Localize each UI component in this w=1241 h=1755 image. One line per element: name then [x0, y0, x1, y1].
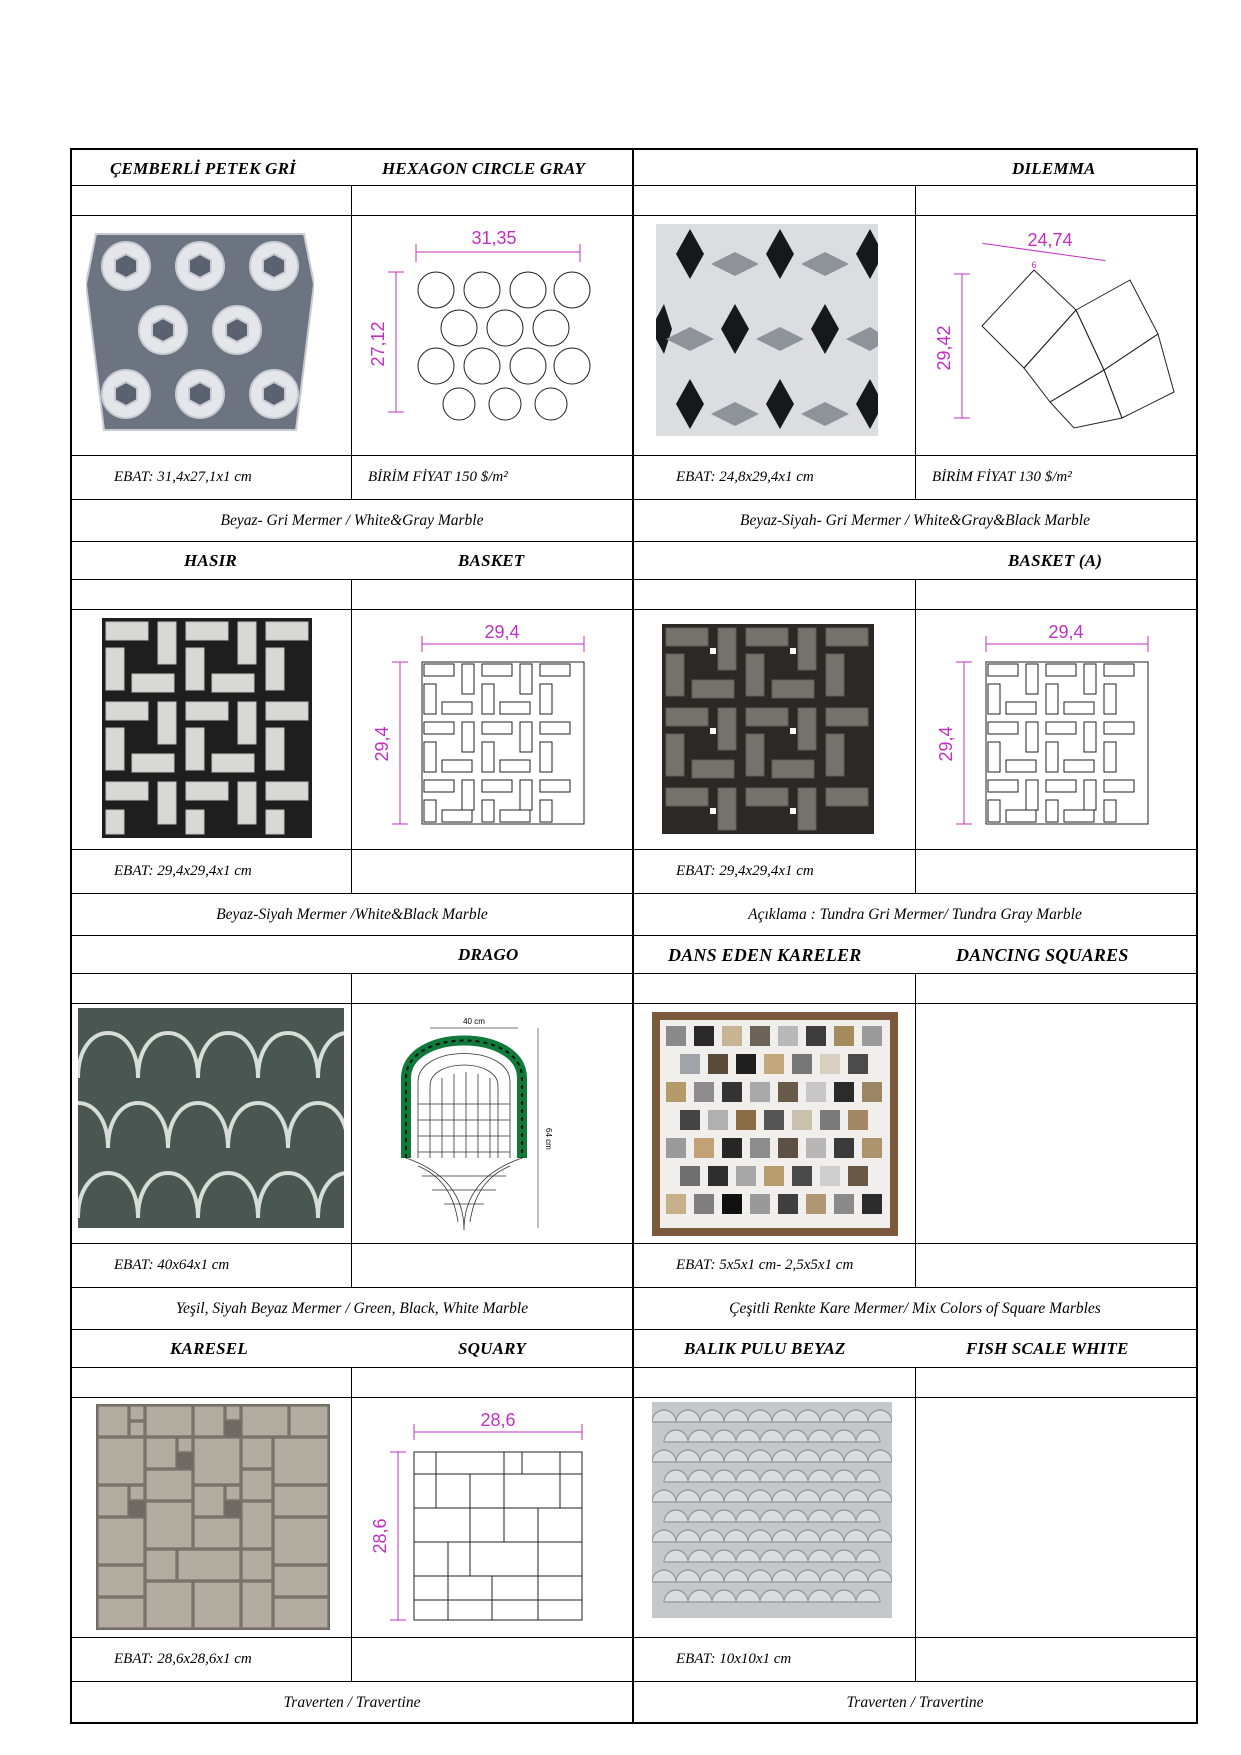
product-title-tr: DANS EDEN KARELER: [668, 945, 862, 965]
dim-width: 29,4: [484, 622, 520, 642]
unit-price-label: BİRİM FİYAT 130 $/m²: [932, 469, 1072, 485]
price-cell: [352, 1638, 634, 1682]
material-description: Traverten / Travertine: [846, 1694, 984, 1711]
size-label: EBAT: 10x10x1 cm: [676, 1651, 792, 1667]
product-title-tr: KARESEL: [170, 1339, 248, 1358]
dim-width: 29,4: [1048, 622, 1084, 642]
price-cell: [352, 1244, 634, 1288]
size-label: EBAT: 24,8x29,4x1 cm: [676, 469, 814, 485]
dim-height: 64 cm: [544, 1128, 553, 1150]
size-label: EBAT: 29,4x29,4x1 cm: [114, 863, 252, 879]
catalog-block-3: [70, 936, 1198, 1330]
product-title-en: HEXAGON CIRCLE GRAY: [382, 159, 586, 178]
blank-cell: [352, 1368, 634, 1398]
size-label: EBAT: 40x64x1 cm: [114, 1257, 230, 1273]
fish-scale-white-photo: [652, 1402, 892, 1618]
blank-cell: [70, 580, 352, 610]
product-title-en: DANCING SQUARES: [956, 945, 1129, 965]
price-cell: [916, 1244, 1198, 1288]
size-label: EBAT: 29,4x29,4x1 cm: [676, 863, 814, 879]
basket-drawing-icon: [926, 616, 1188, 842]
dim-width: 24,74: [1027, 230, 1073, 250]
squary-travertine-photo: [96, 1404, 330, 1630]
material-description: Beyaz- Gri Mermer / White&Gray Marble: [220, 512, 484, 529]
title-cell: [634, 542, 1198, 580]
blank-cell: [352, 186, 634, 216]
price-cell: [916, 1638, 1198, 1682]
dim-width: 28,6: [480, 1410, 516, 1430]
title-cell: [634, 148, 1198, 186]
technical-drawing-cell: [916, 610, 1198, 850]
dilemma-drawing-icon: [926, 222, 1188, 448]
catalog-block-4: [70, 1330, 1198, 1724]
size-label: EBAT: 5x5x1 cm- 2,5x5x1 cm: [676, 1257, 854, 1273]
hexagon-drawing-icon: [362, 222, 624, 448]
product-photo-cell: [70, 1004, 352, 1244]
empty-drawing-cell: [916, 1004, 1198, 1244]
title-cell: [70, 148, 634, 186]
description-cell: [634, 1682, 1198, 1724]
product-photo-cell: [634, 216, 916, 456]
product-title-en: BASKET: [458, 551, 525, 570]
description-cell: [634, 1288, 1198, 1330]
price-cell: [352, 456, 634, 500]
size-label: EBAT: 31,4x27,1x1 cm: [114, 469, 252, 485]
dim-height: 29,4: [936, 726, 956, 762]
product-photo-cell: [70, 610, 352, 850]
dim-height: 28,6: [370, 1518, 390, 1554]
technical-drawing-cell: [352, 216, 634, 456]
price-cell: [916, 456, 1198, 500]
title-cell: [70, 542, 634, 580]
material-description: Traverten / Travertine: [283, 1694, 421, 1711]
product-photo-cell: [634, 610, 916, 850]
blank-cell: [634, 186, 916, 216]
size-cell: [634, 850, 916, 894]
material-description: Yeşil, Siyah Beyaz Mermer / Green, Black, White Marble: [175, 1300, 529, 1317]
basket-drawing-icon: [362, 616, 624, 842]
technical-drawing-cell: [352, 1398, 634, 1638]
product-title-en: DRAGO: [458, 945, 519, 964]
dim-height: 29,42: [934, 325, 954, 371]
product-title-en: BASKET (A): [1008, 551, 1103, 570]
blank-cell: [70, 1368, 352, 1398]
size-label: EBAT: 28,6x28,6x1 cm: [114, 1651, 252, 1667]
blank-cell: [634, 974, 916, 1004]
size-cell: [634, 1638, 916, 1682]
empty-drawing-cell: [916, 1398, 1198, 1638]
size-cell: [70, 456, 352, 500]
blank-cell: [70, 186, 352, 216]
dim-width: 31,35: [471, 228, 517, 248]
catalog-block-2: [70, 542, 1198, 936]
dilemma-diamond-marble-photo: [656, 224, 878, 436]
dim-small: 6: [1031, 260, 1037, 270]
blank-cell: [916, 974, 1198, 1004]
material-description: Beyaz-Siyah- Gri Mermer / White&Gray&Black Marble: [740, 512, 1090, 529]
title-cell: [634, 1330, 1198, 1368]
blank-cell: [634, 1368, 916, 1398]
blank-cell: [916, 580, 1198, 610]
product-title-tr: BALIK PULU BEYAZ: [684, 1339, 846, 1358]
squary-drawing-icon: [362, 1404, 624, 1630]
description-cell: [70, 1682, 634, 1724]
drago-drawing-icon: [392, 1008, 592, 1234]
title-cell: [70, 1330, 634, 1368]
size-cell: [70, 1244, 352, 1288]
dim-width: 40 cm: [463, 1017, 485, 1026]
blank-cell: [916, 186, 1198, 216]
product-photo-cell: [70, 1398, 352, 1638]
blank-cell: [916, 1368, 1198, 1398]
price-cell: [916, 850, 1198, 894]
basket-tundra-gray-photo: [662, 624, 874, 834]
blank-cell: [634, 580, 916, 610]
description-cell: [70, 500, 634, 542]
description-cell: [70, 1288, 634, 1330]
dim-height: 27,12: [368, 321, 388, 367]
unit-price-label: BİRİM FİYAT 150 $/m²: [368, 469, 508, 485]
blank-cell: [70, 974, 352, 1004]
description-cell: [634, 500, 1198, 542]
product-photo-cell: [634, 1398, 916, 1638]
technical-drawing-cell: [352, 1004, 634, 1244]
technical-drawing-cell: [916, 216, 1198, 456]
material-description: Beyaz-Siyah Mermer /White&Black Marble: [216, 906, 488, 923]
catalog-block-1-body: [70, 186, 1198, 542]
blank-cell: [352, 974, 634, 1004]
size-cell: [70, 850, 352, 894]
title-cell: [634, 936, 1198, 974]
size-cell: [634, 1244, 916, 1288]
basket-white-marble-photo: [102, 618, 312, 838]
technical-drawing-cell: [352, 610, 634, 850]
dancing-squares-mix-photo: [652, 1012, 898, 1236]
catalog-block-1: [70, 148, 1198, 186]
blank-cell: [352, 580, 634, 610]
product-title-en: SQUARY: [458, 1339, 526, 1358]
product-title-en: FISH SCALE WHITE: [966, 1339, 1129, 1358]
drago-green-scale-photo: [78, 1008, 344, 1228]
title-cell: [70, 936, 634, 974]
description-cell: [634, 894, 1198, 936]
hexagon-gray-marble-photo: [86, 224, 314, 440]
product-catalog-table: [70, 148, 1198, 1724]
product-photo-cell: [70, 216, 352, 456]
product-title-en: DILEMMA: [1012, 159, 1096, 178]
description-cell: [70, 894, 634, 936]
product-title-tr: ÇEMBERLİ PETEK GRİ: [110, 159, 296, 178]
price-cell: [352, 850, 634, 894]
size-cell: [70, 1638, 352, 1682]
dim-height: 29,4: [372, 726, 392, 762]
product-title-tr: HASIR: [184, 551, 237, 570]
size-cell: [634, 456, 916, 500]
material-description: Açıklama : Tundra Gri Mermer/ Tundra Gray Marble: [748, 906, 1082, 923]
product-photo-cell: [634, 1004, 916, 1244]
material-description: Çeşitli Renkte Kare Mermer/ Mix Colors of Square Marbles: [729, 1300, 1101, 1317]
